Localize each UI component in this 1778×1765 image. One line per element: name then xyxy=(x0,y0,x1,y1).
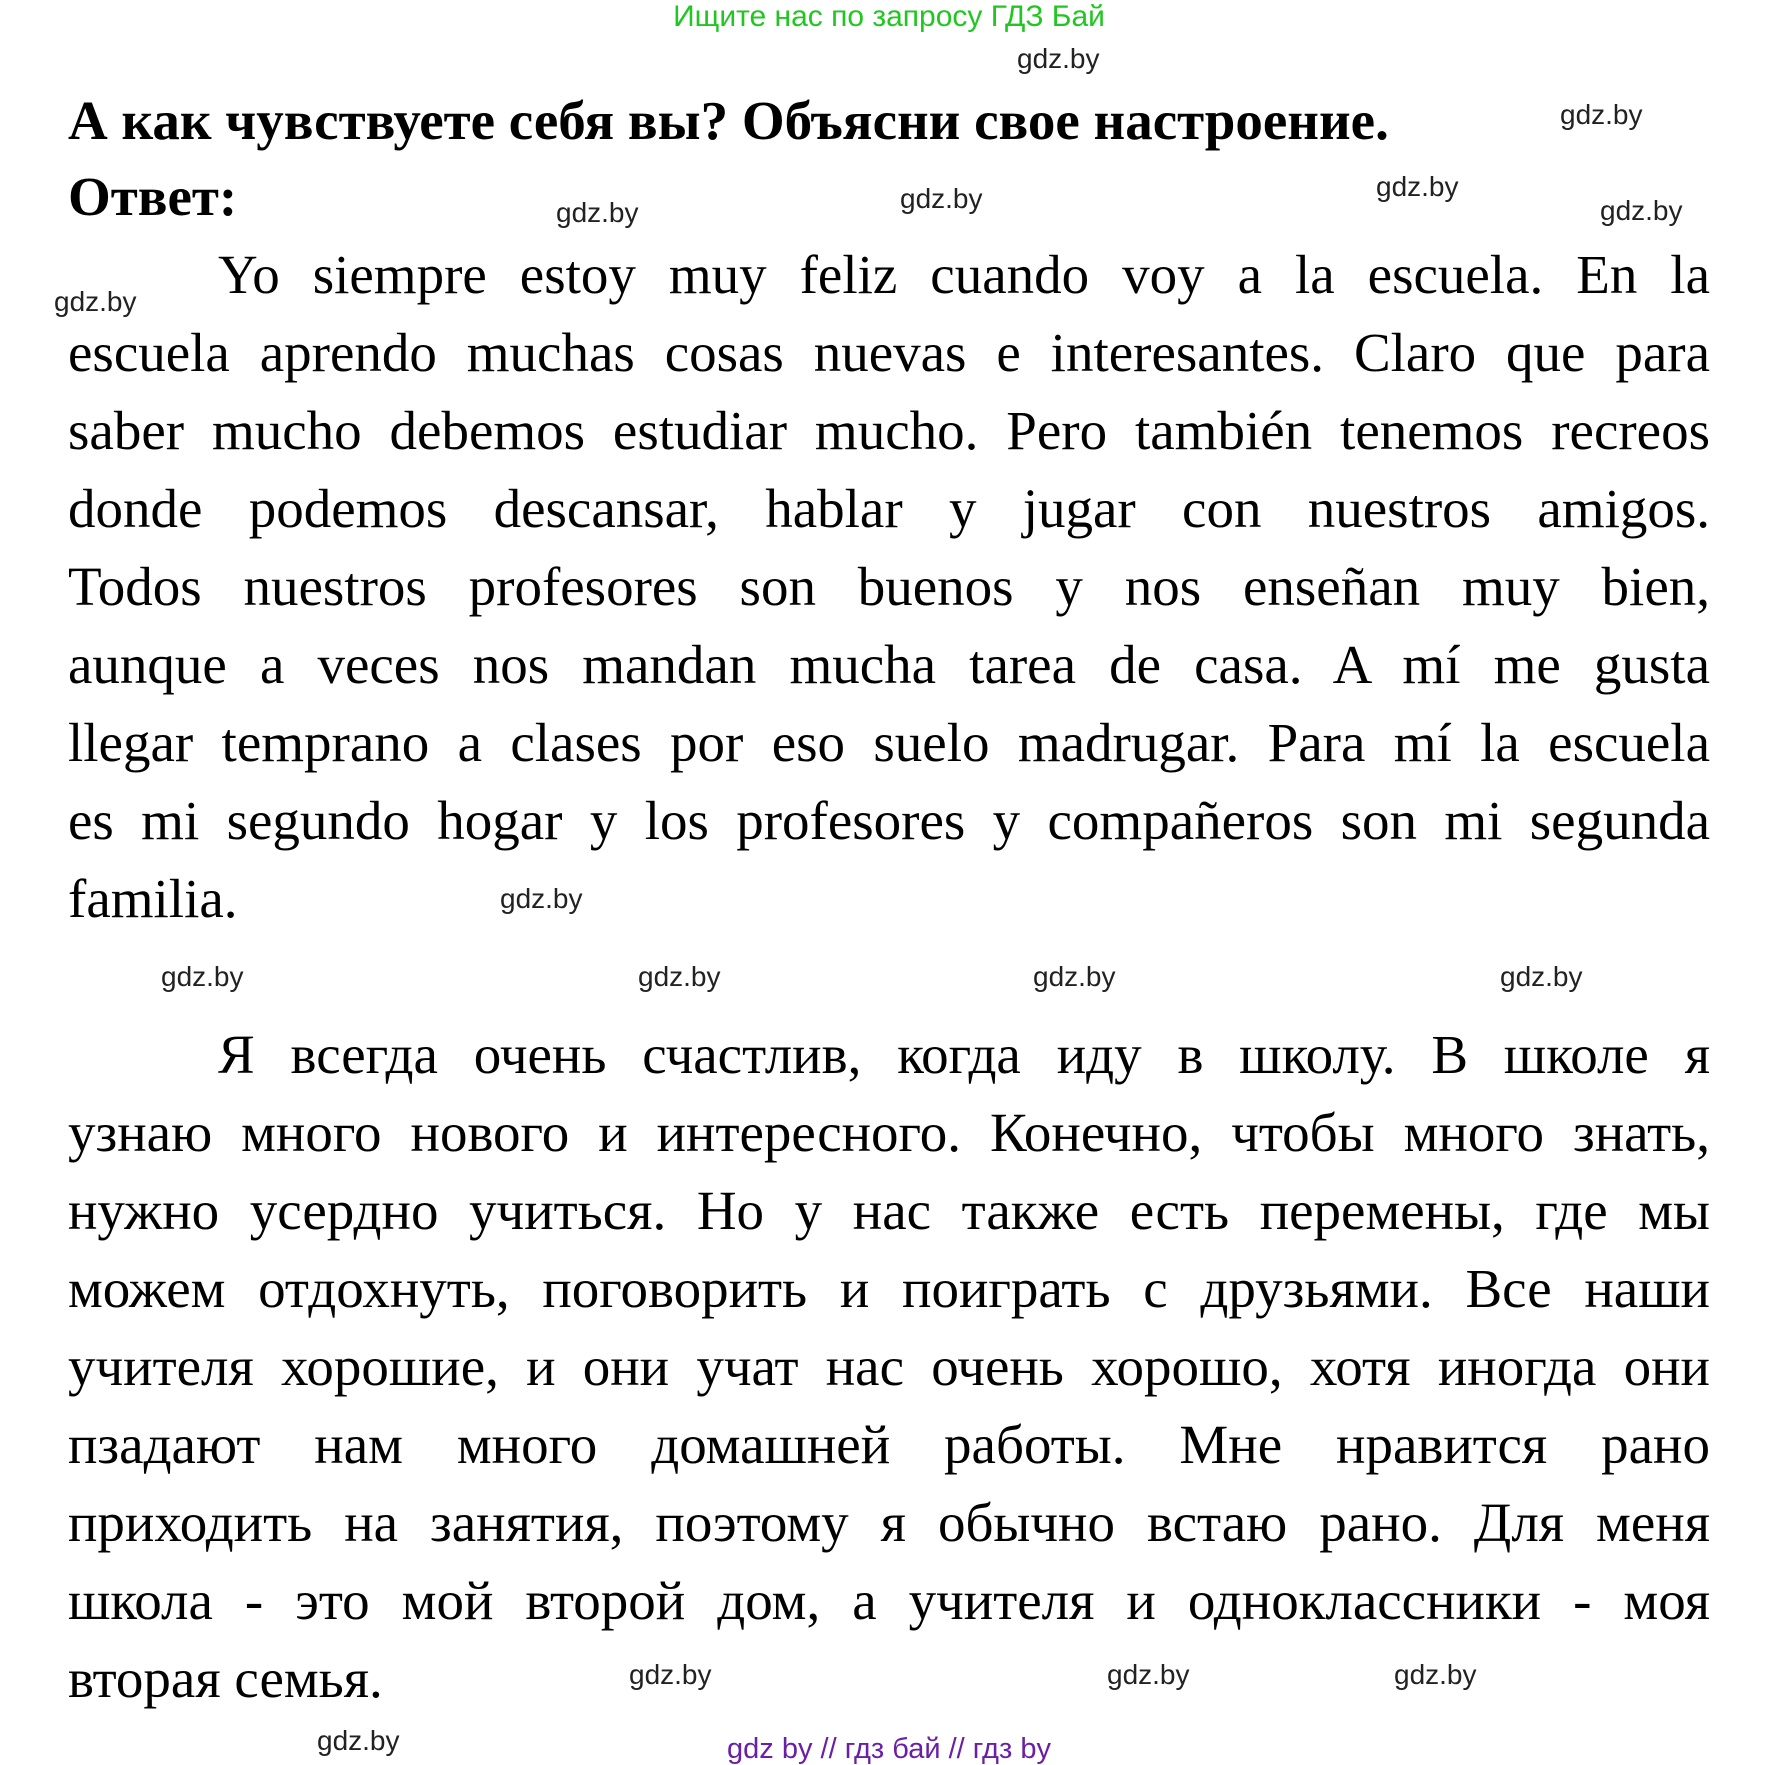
watermark: gdz.by xyxy=(317,1725,400,1756)
watermark: gdz.by xyxy=(556,197,639,228)
text-line: школа - это мой второй дом, а учителя и одноклассники - моя xyxy=(68,1570,1710,1631)
watermark: gdz.by xyxy=(54,286,137,317)
watermark: gdz.by xyxy=(629,1659,712,1690)
text-line: Todos nuestros profesores son buenos y nos enseñan muy bien, xyxy=(68,556,1710,617)
text-line: вторая семья. xyxy=(68,1648,383,1709)
watermark: gdz.by xyxy=(1017,43,1100,74)
question-heading: А как чувствуете себя вы? Объясни свое настроение. xyxy=(68,90,1389,151)
text-line: aunque a veces nos mandan mucha tarea de casa. A mí me gusta xyxy=(68,634,1710,695)
text-line: escuela aprendo muchas cosas nuevas e interesantes. Claro que para xyxy=(68,322,1710,383)
watermark: gdz.by xyxy=(638,961,721,992)
text-line: es mi segundo hogar y los profesores y compañeros son mi segunda xyxy=(68,790,1710,851)
watermark: gdz.by xyxy=(1500,961,1583,992)
answer-label: Ответ: xyxy=(68,166,238,227)
watermark: gdz.by xyxy=(1376,171,1459,202)
text-line: учителя хорошие, и они учат нас очень хорошо, хотя иногда они xyxy=(68,1336,1710,1397)
text-line: llegar temprano a clases por eso suelo madrugar. Para mí la escuela xyxy=(68,712,1710,773)
text-line: Я всегда очень счастлив, когда иду в школу. В школе я xyxy=(218,1024,1710,1085)
watermark: gdz.by xyxy=(1033,961,1116,992)
text-line: нужно усердно учиться. Но у нас также есть перемены, где мы xyxy=(68,1180,1710,1241)
text-line: donde podemos descansar, hablar y jugar con nuestros amigos. xyxy=(68,478,1710,539)
search-hint-banner: Ищите нас по запросу ГДЗ Бай xyxy=(673,0,1105,33)
watermark: gdz.by xyxy=(500,883,583,914)
watermark: gdz.by xyxy=(161,961,244,992)
watermark: gdz.by xyxy=(1107,1659,1190,1690)
text-line: Yo siempre estoy muy feliz cuando voy a la escuela. En la xyxy=(218,244,1710,305)
watermark: gdz.by xyxy=(1560,99,1643,130)
footer-links-text[interactable]: gdz by // гдз бай // гдз by xyxy=(727,1733,1051,1765)
text-line: можем отдохнуть, поговорить и поиграть с друзьями. Все наши xyxy=(68,1258,1710,1319)
text-line: приходить на занятия, поэтому я обычно встаю рано. Для меня xyxy=(68,1492,1710,1553)
footer-links[interactable] xyxy=(0,1733,1778,1765)
watermark: gdz.by xyxy=(900,183,983,214)
text-line: familia. xyxy=(68,868,238,929)
text-line: пзадают нам много домашней работы. Мне нравится рано xyxy=(68,1414,1710,1475)
text-line: узнаю много нового и интересного. Конечно, чтобы много знать, xyxy=(68,1102,1710,1163)
text-line: saber mucho debemos estudiar mucho. Pero también tenemos recreos xyxy=(68,400,1710,461)
watermark: gdz.by xyxy=(1394,1659,1477,1690)
watermark: gdz.by xyxy=(1600,195,1683,226)
